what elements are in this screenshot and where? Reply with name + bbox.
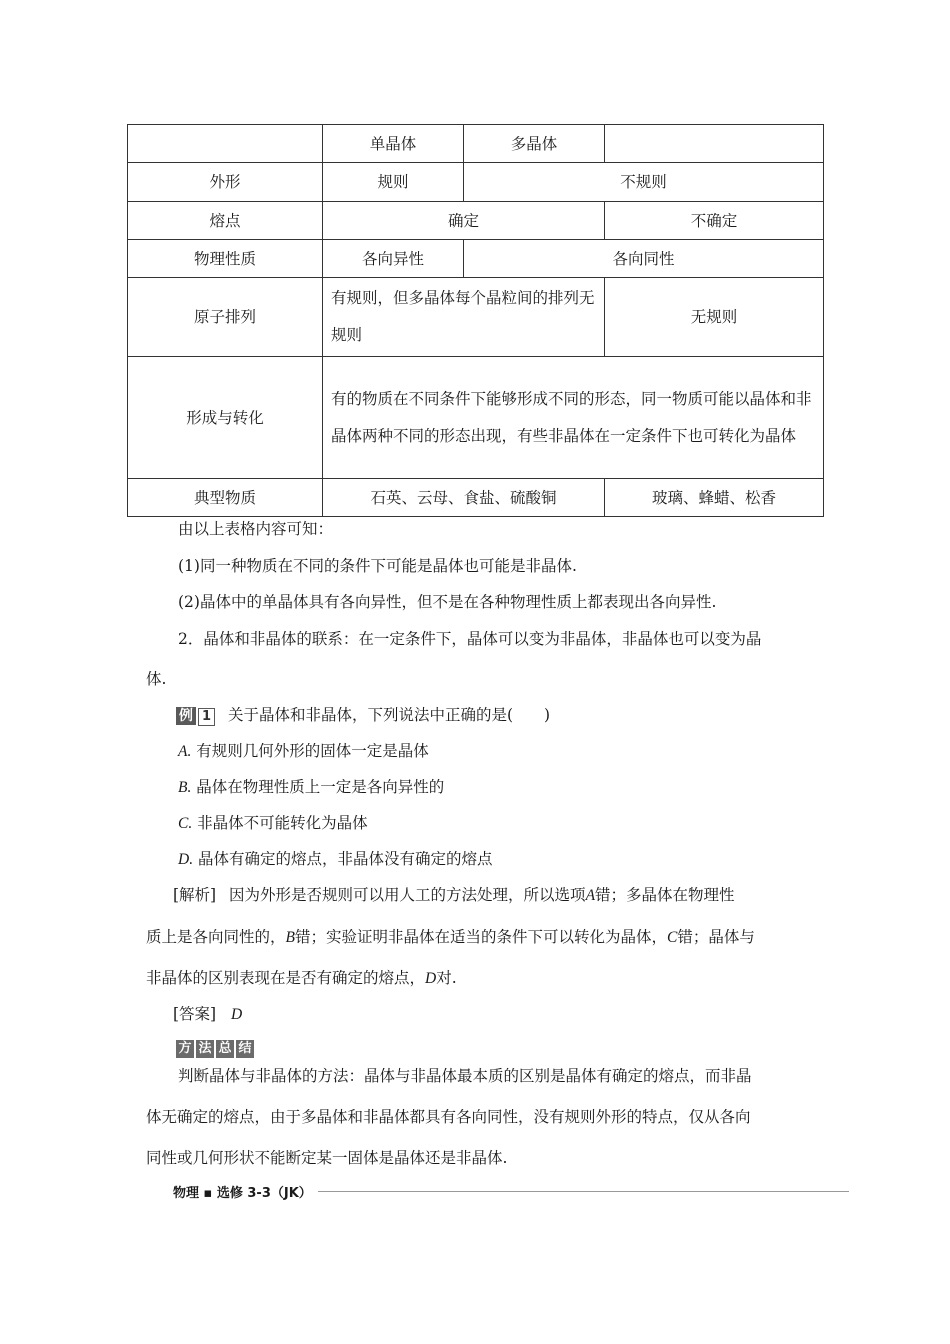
option-text: 非晶体不可能转化为晶体 [197,814,368,832]
method-line1: 判断晶体与非晶体的方法：晶体与非晶体最本质的区别是晶体有确定的熔点，而非晶 [178,1067,752,1085]
table-cell: 有的物质在不同条件下能够形成不同的形态，同一物质可能以晶体和非晶体两种不同的形态出现，有些非晶体在一定条件下也可转化为晶体 [323,357,824,479]
analysis-text: 错；多晶体在物理性 [595,886,735,904]
table-cell: 各向同性 [464,240,824,278]
point-1: (1)同一种物质在不同的条件下可能是晶体也可能是非晶体. [178,557,577,575]
table-cell: 不规则 [464,163,824,202]
analysis-text: 错；晶体与 [677,928,755,946]
option-text: 有规则几何外形的固体一定是晶体 [196,742,429,760]
table-row [128,163,824,202]
table-row [128,357,824,479]
analysis-option-ref: C [667,929,678,946]
table-cell: 玻璃、蜂蜡、松香 [605,479,824,517]
table-row [128,278,824,357]
option-letter: A. [178,743,192,760]
option-a [178,741,858,762]
option-b [178,777,858,798]
table-cell: 无规则 [605,278,824,357]
table-cell: 不确定 [605,202,824,240]
table-cell: 规则 [323,163,464,202]
point-3-line2: 体. [146,670,167,688]
answer-line [173,1004,853,1025]
example-tag: 例 [176,707,196,725]
option-c [178,813,858,834]
row-label: 熔点 [128,202,323,240]
method-char: 结 [236,1040,254,1058]
method-line2: 体无确定的熔点，由于多晶体和非晶体都具有各向同性，没有规则外形的特点，仅从各向 [146,1108,751,1126]
table-cell: 石英、云母、食盐、硫酸铜 [323,479,605,517]
page-footer [173,1182,849,1201]
example-number: 1 [198,708,215,726]
table-row [128,202,824,240]
answer-value: D [231,1006,243,1023]
example-question-line [176,705,856,726]
option-letter: C. [178,815,193,832]
analysis-text: 错；实验证明非晶体在适当的条件下可以转化为晶体， [294,928,667,946]
point-3-line1: 2．晶体和非晶体的联系：在一定条件下，晶体可以变为非晶体，非晶体也可以变为晶 [178,630,762,648]
table-row [128,240,824,278]
analysis-line3 [146,968,826,989]
analysis-label: [解析] [173,886,217,904]
example-question: 关于晶体和非晶体，下列说法中正确的是( ) [227,706,551,724]
method-char: 总 [216,1040,234,1058]
row-label: 形成与转化 [128,357,323,479]
analysis-text: 非晶体的区别表现在是否有确定的熔点， [146,969,426,987]
table-cell: 各向异性 [323,240,464,278]
analysis-option-ref: A [585,887,596,904]
method-line3: 同性或几何形状不能断定某一固体是晶体还是非晶体. [146,1149,508,1167]
option-letter: D. [178,851,194,868]
table-header-cell: 单晶体 [323,125,464,163]
table-header-cell [605,125,824,163]
row-label: 典型物质 [128,479,323,517]
analysis-line2 [146,927,826,948]
body-intro: 由以上表格内容可知： [178,520,334,538]
table-header-cell [128,125,323,163]
row-label: 物理性质 [128,240,323,278]
option-text: 晶体在物理性质上一定是各向异性的 [196,778,445,796]
method-char: 法 [196,1040,214,1058]
table-cell: 有规则，但多晶体每个晶粒间的排列无规则 [323,278,605,357]
row-label: 外形 [128,163,323,202]
analysis-text: 因为外形是否规则可以用人工的方法处理，所以选项 [229,886,586,904]
option-d [178,849,858,870]
method-summary-badge [176,1037,856,1058]
answer-label: [答案] [173,1005,217,1023]
analysis-line1 [173,885,853,906]
row-label: 原子排列 [128,278,323,357]
analysis-text: 对. [436,969,457,987]
analysis-option-ref: D [425,970,437,987]
option-letter: B. [178,779,192,796]
footer-rule [318,1191,849,1192]
table-row [128,479,824,517]
footer-text: 物理 ▪ 选修 3-3（JK） [173,1186,312,1201]
table-header-cell: 多晶体 [464,125,605,163]
table-cell: 确定 [323,202,605,240]
analysis-text: 质上是各向同性的， [146,928,286,946]
point-2: (2)晶体中的单晶体具有各向异性，但不是在各种物理性质上都表现出各向异性. [178,593,717,611]
table-header-row [128,125,824,163]
method-char: 方 [176,1040,194,1058]
comparison-table [127,124,824,517]
option-text: 晶体有确定的熔点，非晶体没有确定的熔点 [198,850,493,868]
analysis-option-ref: B [285,929,295,946]
